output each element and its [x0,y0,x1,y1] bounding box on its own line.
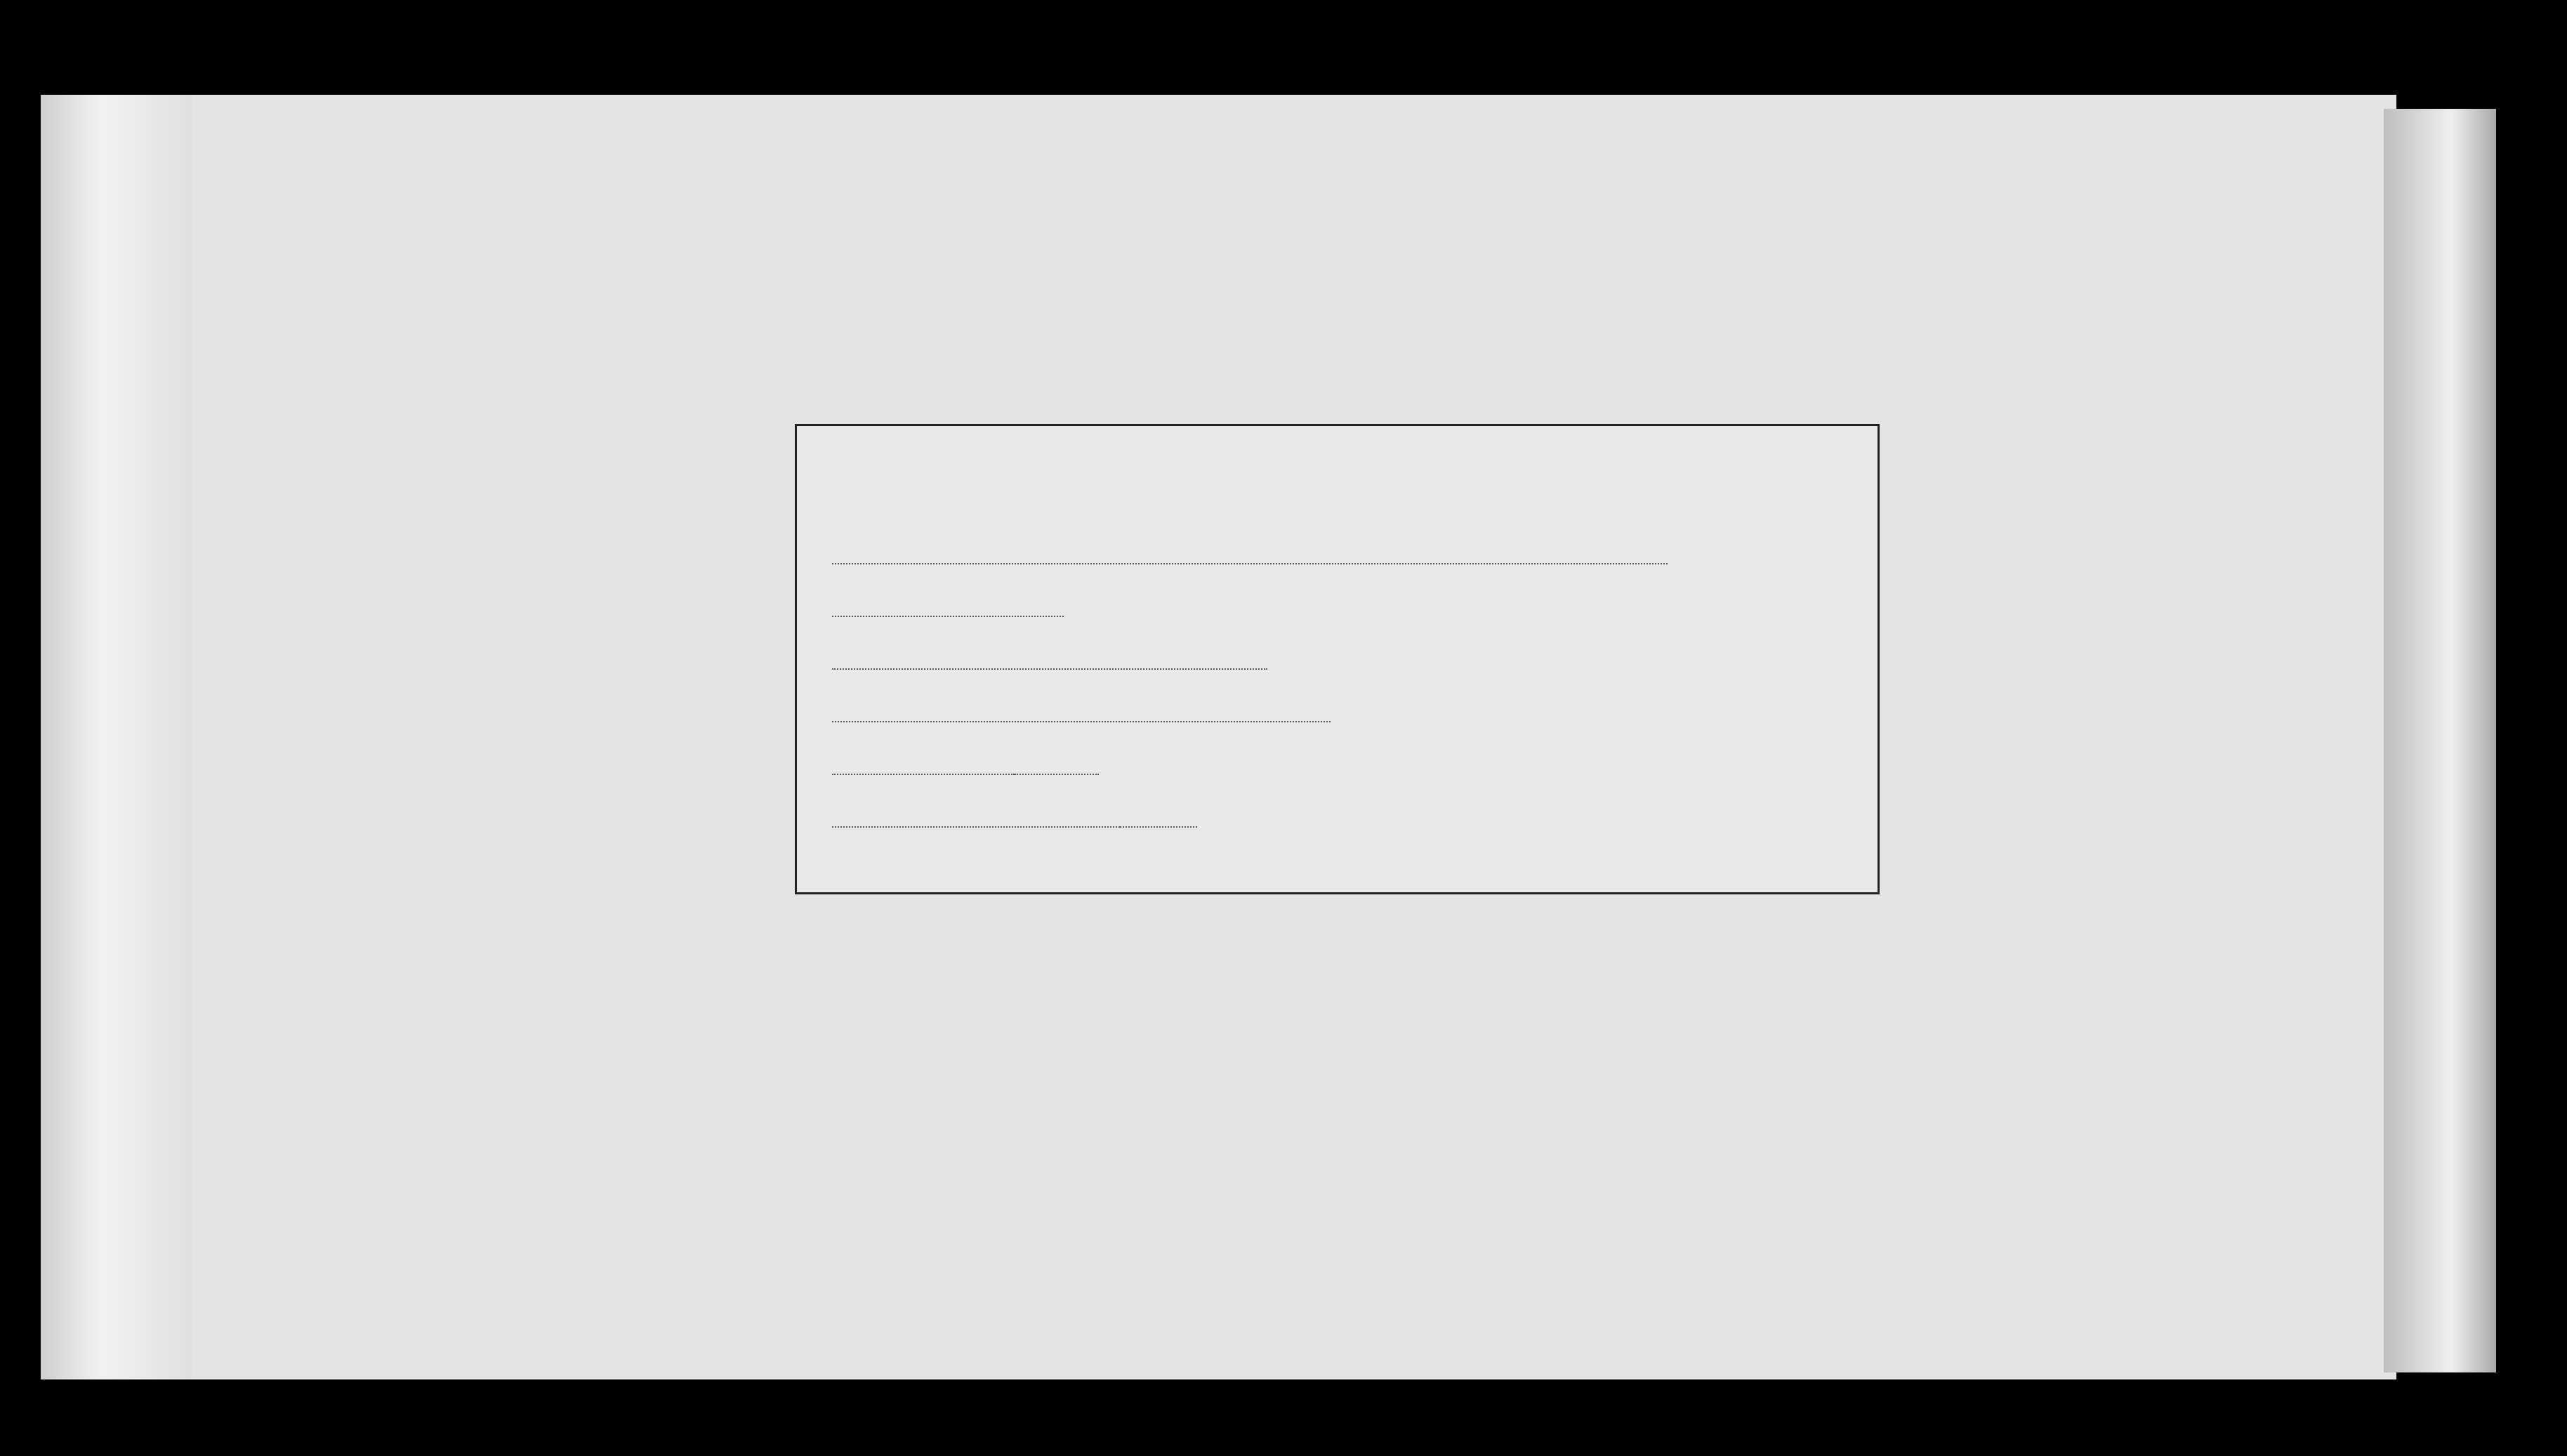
paper-edge-right [2384,109,2496,1372]
paper-edge-left [41,95,192,1379]
private-farms-box [795,424,1880,894]
